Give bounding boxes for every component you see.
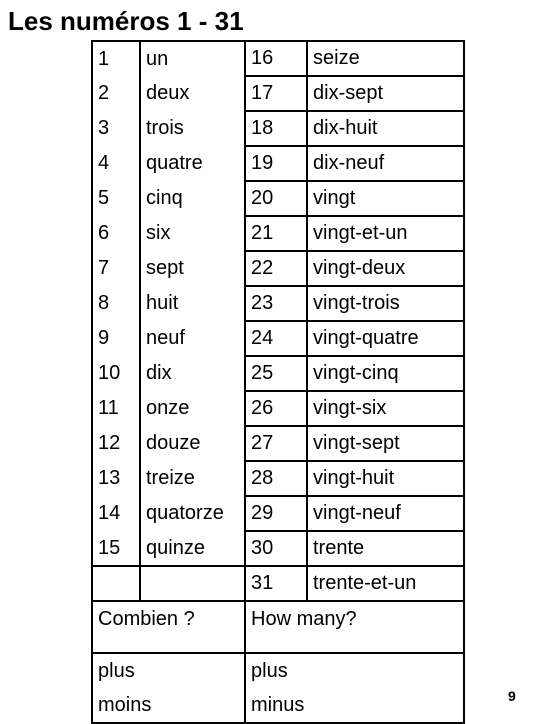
- word-cell: dix-sept: [307, 76, 464, 111]
- number-cell: 29: [245, 496, 307, 531]
- table-row: [92, 181, 464, 216]
- table-row: [92, 566, 464, 601]
- number-cell: 13: [92, 461, 140, 496]
- word-cell: treize: [140, 461, 245, 496]
- table-row: [92, 286, 464, 321]
- vocab-rows: [92, 601, 464, 723]
- moins-french: moins: [92, 688, 245, 723]
- number-cell: 5: [92, 181, 140, 216]
- number-cell: 8: [92, 286, 140, 321]
- number-cell: 2: [92, 76, 140, 111]
- table-row: [92, 41, 464, 76]
- number-cell: 18: [245, 111, 307, 146]
- table-row: [92, 601, 464, 653]
- number-cell: 11: [92, 391, 140, 426]
- number-cell: 28: [245, 461, 307, 496]
- number-cell: 20: [245, 181, 307, 216]
- word-cell: vingt-trois: [307, 286, 464, 321]
- word-cell: dix-neuf: [307, 146, 464, 181]
- table-row: [92, 688, 464, 723]
- table-row: [92, 111, 464, 146]
- word-cell: neuf: [140, 321, 245, 356]
- table-row: [92, 496, 464, 531]
- table-row: [92, 531, 464, 566]
- number-cell: 26: [245, 391, 307, 426]
- word-cell: dix-huit: [307, 111, 464, 146]
- word-cell: six: [140, 216, 245, 251]
- page-title: Les numéros 1 - 31: [8, 6, 244, 36]
- number-cell: 6: [92, 216, 140, 251]
- word-cell: [140, 566, 245, 601]
- word-cell: vingt-huit: [307, 461, 464, 496]
- plus-french: plus: [92, 653, 245, 688]
- table-row: [92, 321, 464, 356]
- table-row: [92, 426, 464, 461]
- word-cell: vingt-six: [307, 391, 464, 426]
- number-cell: 4: [92, 146, 140, 181]
- table-row: [92, 146, 464, 181]
- number-cell: 7: [92, 251, 140, 286]
- word-cell: onze: [140, 391, 245, 426]
- word-cell: quinze: [140, 531, 245, 566]
- number-cell: 23: [245, 286, 307, 321]
- word-cell: vingt-neuf: [307, 496, 464, 531]
- number-cell: 24: [245, 321, 307, 356]
- page-number: 9: [508, 688, 516, 704]
- word-cell: trente: [307, 531, 464, 566]
- number-cell: 3: [92, 111, 140, 146]
- number-cell: 1: [92, 41, 140, 76]
- number-cell: 16: [245, 41, 307, 76]
- word-cell: douze: [140, 426, 245, 461]
- word-cell: vingt: [307, 181, 464, 216]
- word-cell: un: [140, 41, 245, 76]
- number-cell: 17: [245, 76, 307, 111]
- word-cell: deux: [140, 76, 245, 111]
- number-cell: 25: [245, 356, 307, 391]
- number-cell: [92, 566, 140, 601]
- numbers-table: [91, 40, 465, 724]
- word-cell: cinq: [140, 181, 245, 216]
- word-cell: trente-et-un: [307, 566, 464, 601]
- number-cell: 31: [245, 566, 307, 601]
- word-cell: vingt-quatre: [307, 321, 464, 356]
- table-row: [92, 653, 464, 688]
- number-cell: 30: [245, 531, 307, 566]
- number-cell: 22: [245, 251, 307, 286]
- number-cell: 10: [92, 356, 140, 391]
- word-cell: vingt-deux: [307, 251, 464, 286]
- table-row: [92, 216, 464, 251]
- word-cell: vingt-et-un: [307, 216, 464, 251]
- table-row: [92, 461, 464, 496]
- plus-english: plus: [251, 660, 288, 682]
- word-cell: huit: [140, 286, 245, 321]
- word-cell: quatre: [140, 146, 245, 181]
- number-cell: 19: [245, 146, 307, 181]
- table-row: [92, 391, 464, 426]
- word-cell: dix: [140, 356, 245, 391]
- word-cell: vingt-cinq: [307, 356, 464, 391]
- table-row: [92, 76, 464, 111]
- number-cell: 21: [245, 216, 307, 251]
- number-cell: 9: [92, 321, 140, 356]
- word-cell: quatorze: [140, 496, 245, 531]
- word-cell: sept: [140, 251, 245, 286]
- table-row: [92, 251, 464, 286]
- number-rows: [92, 41, 464, 601]
- number-cell: 12: [92, 426, 140, 461]
- combien-english: How many?: [245, 601, 464, 653]
- word-cell: vingt-sept: [307, 426, 464, 461]
- combien-french: Combien ?: [92, 601, 245, 653]
- number-cell: 14: [92, 496, 140, 531]
- moins-english: minus: [251, 694, 305, 716]
- word-cell: trois: [140, 111, 245, 146]
- number-cell: 27: [245, 426, 307, 461]
- word-cell: seize: [307, 41, 464, 76]
- table-row: [92, 356, 464, 391]
- number-cell: 15: [92, 531, 140, 566]
